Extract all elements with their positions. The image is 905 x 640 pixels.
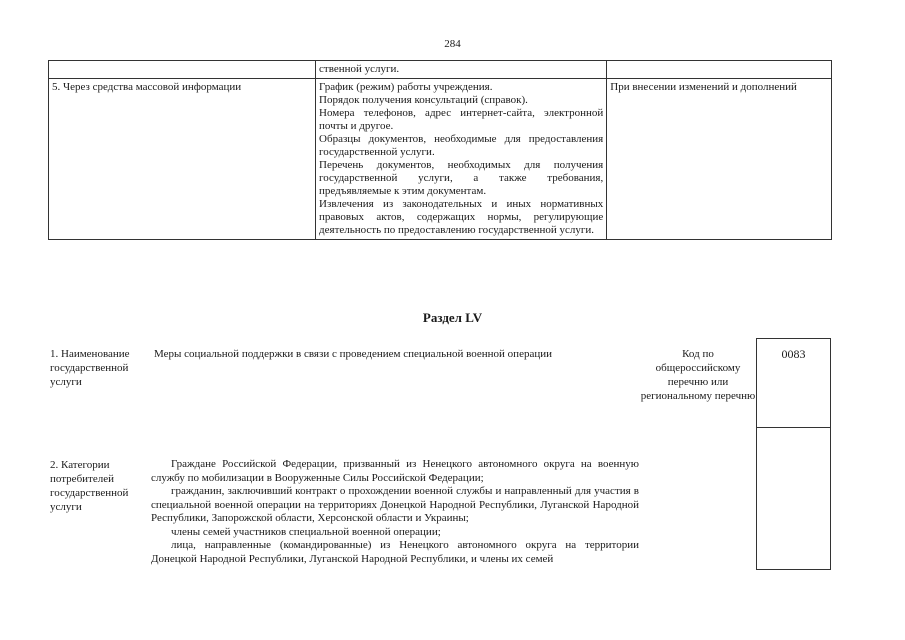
item2-paragraph: Граждане Российской Федерации, призванный из Ненецкого автономного округа на военную службу по мобилизации в Вооруженные Силы Российской Федерации; [151,458,639,484]
table-cell-channel: 5. Через средства массовой информации [49,79,316,240]
table-cell-channel [49,61,316,79]
item1-value: Меры социальной поддержки в связи с проведением специальной военной операции [154,348,552,360]
code-box [756,338,831,570]
section-title: Раздел LV [422,310,483,325]
content-line: Образцы документов, необходимые для предоставления государственной услуги. [319,133,604,158]
item2-label: 2. Категории потребителей государственной услуги [50,459,129,513]
content-line: Извлечения из законодательных и иных нормативных правовых актов, содержащих нормы, регулирующие деятельность по предоставлению государственной услуги. [319,198,604,236]
item1-label: 1. Наименование государственной услуги [50,348,130,388]
table-cell-content [316,61,607,79]
code-divider [757,427,830,428]
item2-paragraph: гражданин, заключивший контракт о прохождении военной службы и направленный для участия в специальной военной операции на территориях Донецкой Народной Республики, Луганской Народной Республики, Запорожской области, Херсонской области и Украины; [151,485,639,524]
code-value: 0083 [781,347,806,361]
table-row [49,79,832,240]
content-line: Перечень документов, необходимых для получения государственной услуги, а также требования, предъявляемые к этим документам. [319,159,604,197]
item2-value [151,458,639,566]
content-line: Номера телефонов, адрес интернет-сайта, электронной почты и другое. [319,107,604,132]
item2-paragraph: члены семей участников специальной военной операции; [171,525,441,538]
info-channels-table [48,60,832,240]
content-line: Порядок получения консультаций (справок). [319,94,528,106]
table-row [49,61,832,79]
content-line: ственной услуги. [319,63,400,75]
content-line: График (режим) работы учреждения. [319,81,493,93]
table-cell-timing [607,61,832,79]
page-number: 284 [444,38,461,50]
table-cell-content [316,79,607,240]
item2-paragraph: лица, направленные (командированные) из Ненецкого автономного округа на территории Донецкой Народной Республики, Луганской Народной Республики, и члены их семей [151,539,639,565]
code-label: Код по общероссийскому перечню или региональному перечню [640,348,756,402]
table-cell-timing: При внесении изменений и дополнений [607,79,832,240]
